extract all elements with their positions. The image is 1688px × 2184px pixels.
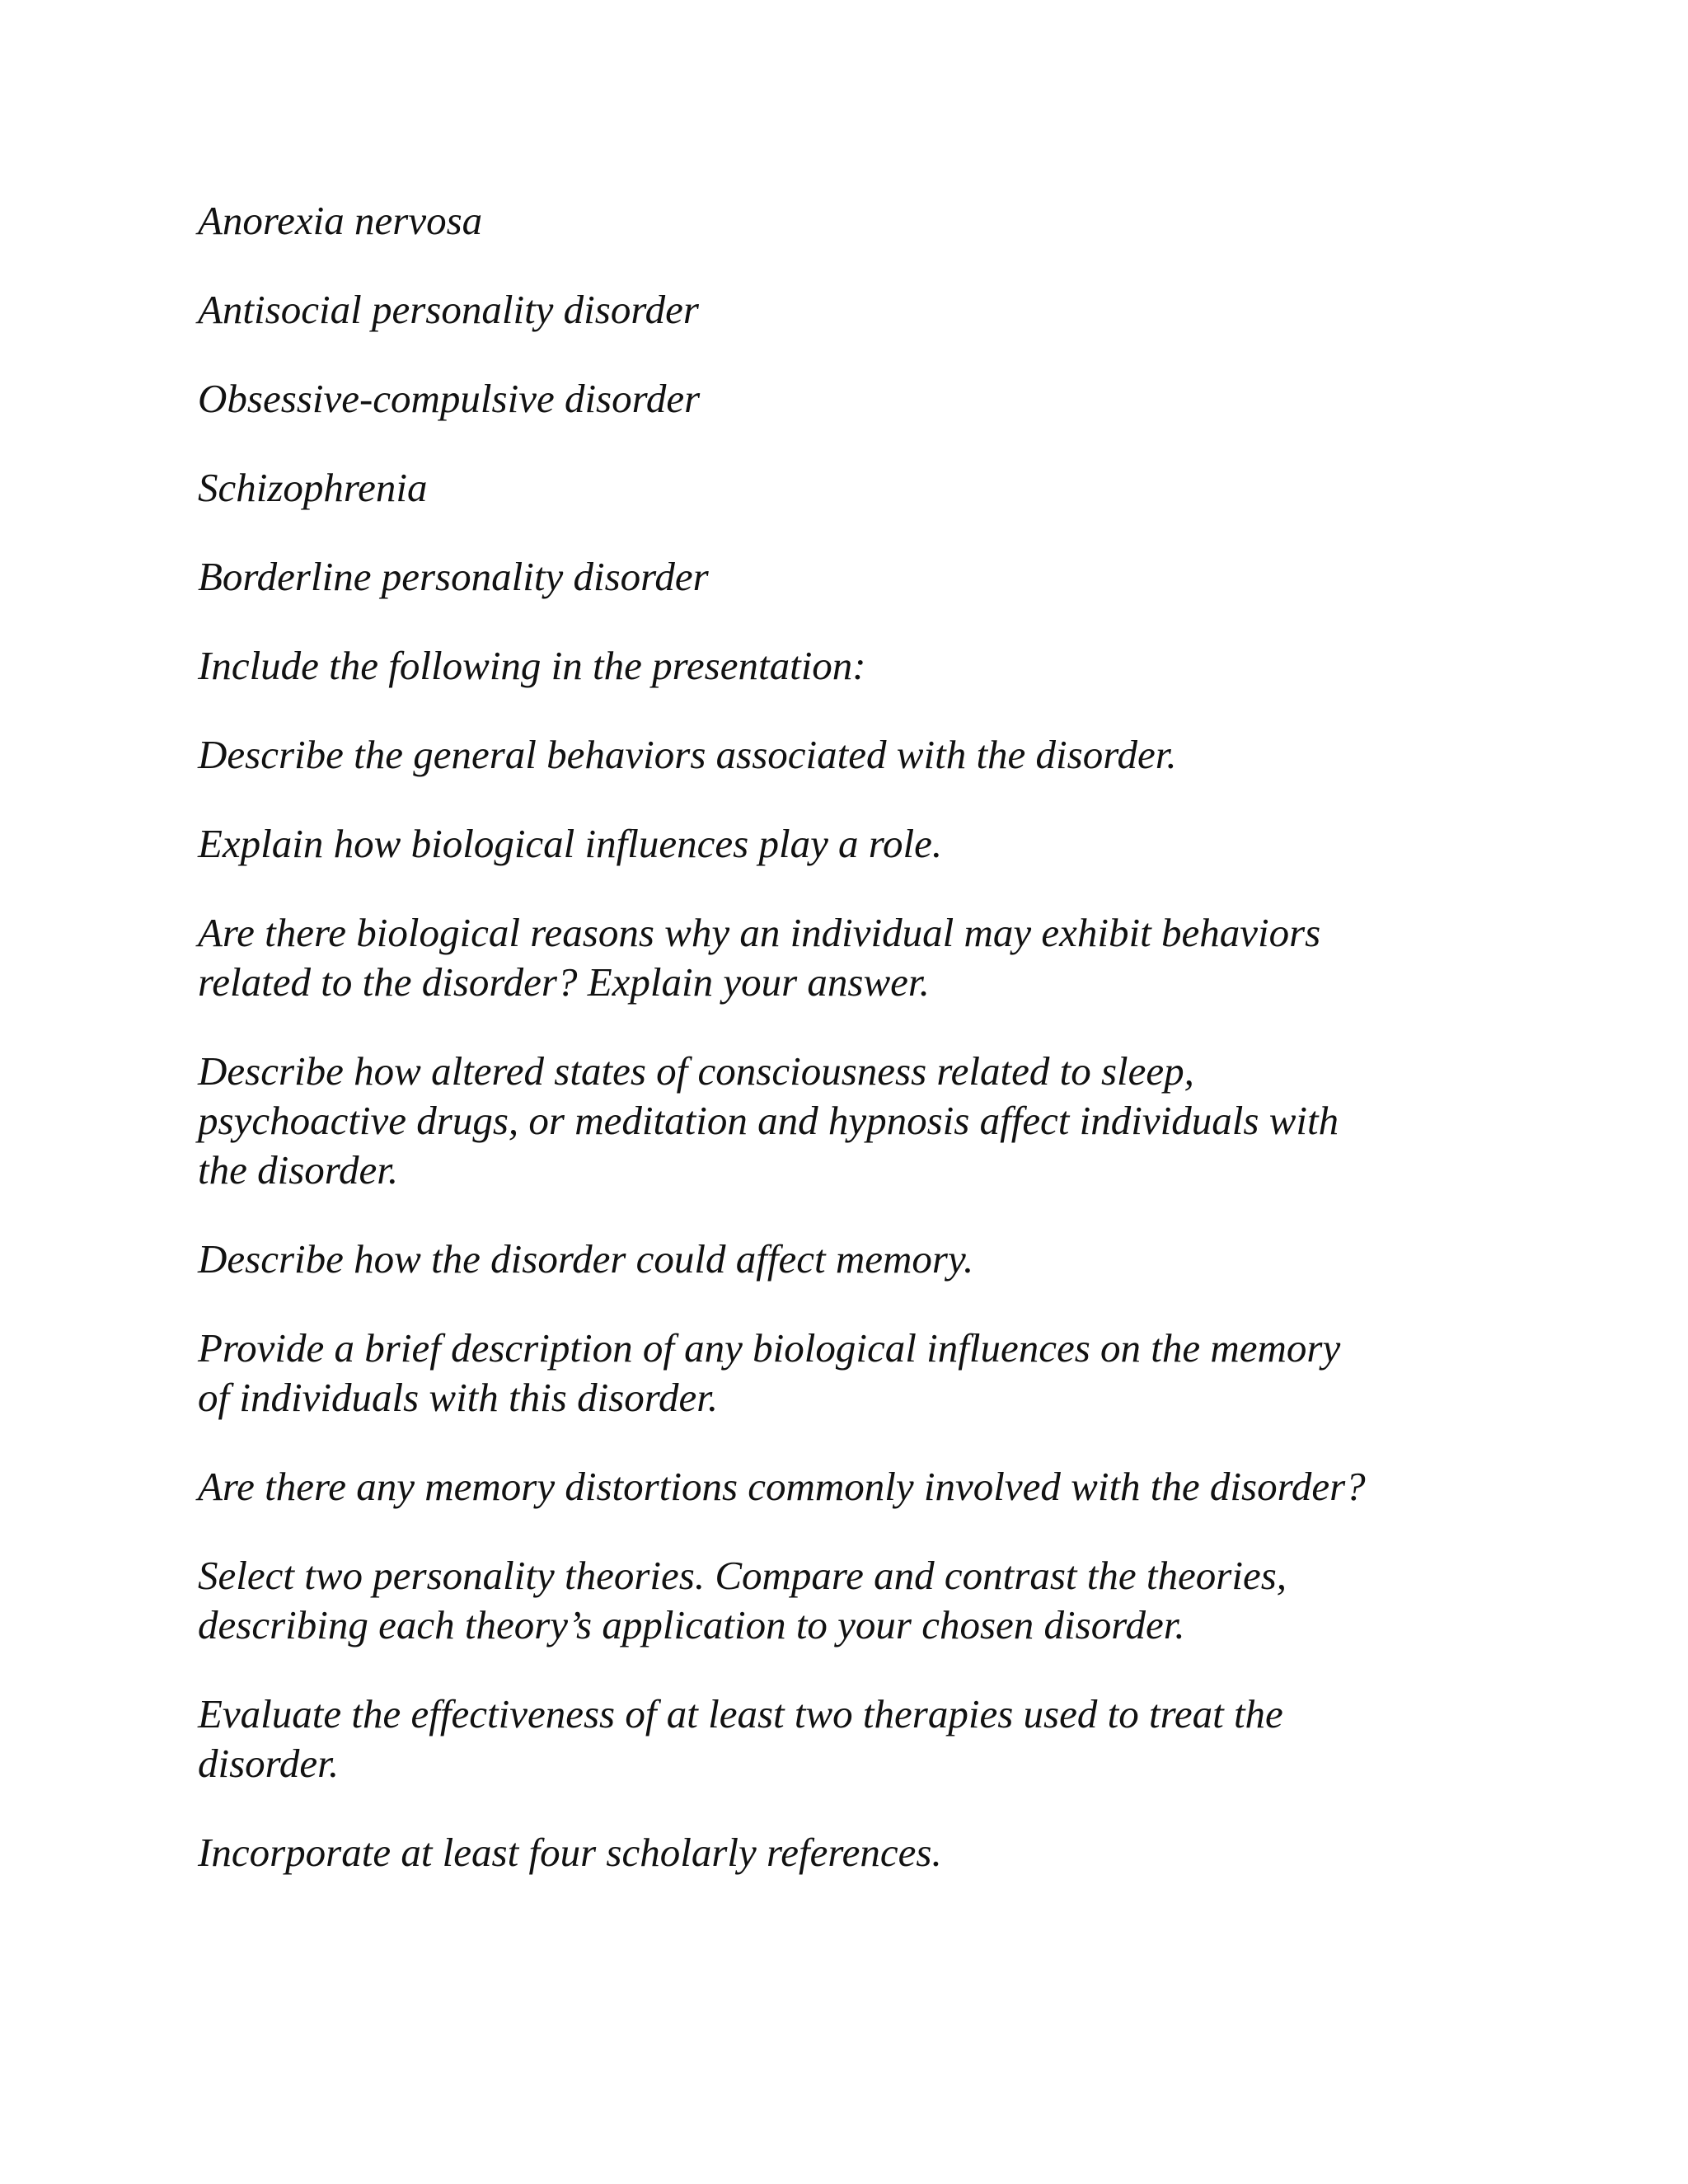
instruction-item: Select two personality theories. Compare and contrast the theories, describing each theory’s application to your chosen disorder.: [198, 1553, 1287, 1647]
disorder-item-anorexia: Anorexia nervosa: [198, 198, 483, 243]
instruction-item: Evaluate the effectiveness of at least two therapies used to treat the disorder.: [198, 1691, 1283, 1786]
disorder-item-antisocial: Antisocial personality disorder: [198, 287, 699, 332]
instructions-heading: Include the following in the presentation:: [198, 643, 866, 688]
document-body: [198, 196, 1533, 1917]
instruction-item: Incorporate at least four scholarly references.: [198, 1830, 942, 1875]
instruction-item: Explain how biological influences play a role.: [198, 821, 943, 866]
disorder-item-schizophrenia: Schizophrenia: [198, 465, 428, 510]
instruction-item: Describe how the disorder could affect memory.: [198, 1236, 974, 1282]
instruction-item: Describe the general behaviors associated with the disorder.: [198, 732, 1177, 777]
instruction-item: Are there any memory distortions commonly involved with the disorder?: [198, 1464, 1366, 1509]
instruction-item: Are there biological reasons why an individual may exhibit behaviors related to the disorder? Explain your answer.: [198, 910, 1321, 1005]
instruction-item: Provide a brief description of any biological influences on the memory of individuals with this disorder.: [198, 1325, 1341, 1420]
disorder-item-borderline: Borderline personality disorder: [198, 554, 709, 599]
disorder-item-ocd: Obsessive-compulsive disorder: [198, 376, 701, 421]
instruction-item: Describe how altered states of consciousness related to sleep, psychoactive drugs, or meditation and hypnosis affect individuals with the disorder.: [198, 1048, 1339, 1193]
